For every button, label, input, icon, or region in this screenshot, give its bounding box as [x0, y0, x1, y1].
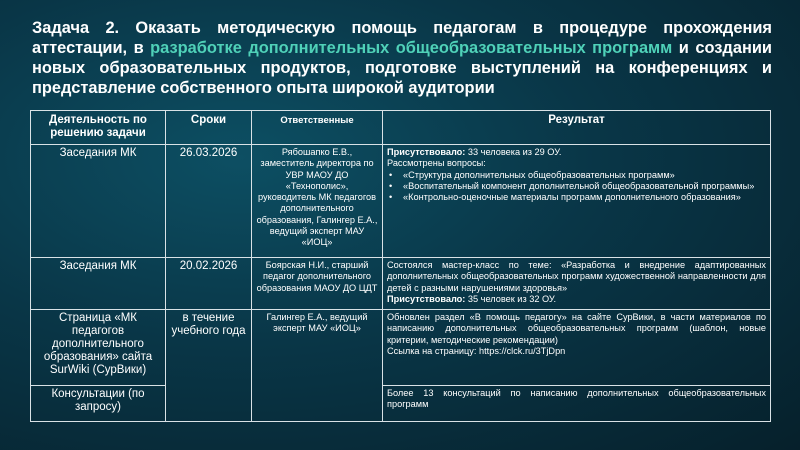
- row-1-present-label: Присутствовало:: [387, 147, 466, 157]
- row-2-attendance: [387, 294, 766, 305]
- header-result: Результат: [383, 111, 771, 145]
- row-1-present-text: 33 человека из 29 ОУ.: [465, 147, 562, 157]
- row-3-date: в течение учебного года: [166, 310, 252, 422]
- list-item: • «Структура дополнительных общеобразовательных программ»: [403, 170, 766, 181]
- table-header-row: [31, 111, 771, 145]
- row-3-responsible: Галингер Е.А., ведущий эксперт МАУ «ИОЦ»: [252, 310, 383, 422]
- header-activity: Деятельность по решению задачи: [31, 111, 166, 145]
- row-1-reviewed: Рассмотрены вопросы:: [387, 158, 486, 169]
- row-3-text: Обновлен раздел «В помощь педагогу» на сайте СурВики, в части материалов по написанию дополнительных общеобразовательных программ (шаблон, новые критерии, методические рекомендации): [387, 312, 766, 345]
- row-1-question-list: [387, 170, 766, 204]
- results-table: [30, 110, 771, 422]
- row-3-activity: Страница «МК педагогов дополнительного образования» сайта SurWiki (СурВики): [31, 310, 166, 386]
- list-item: • «Воспитательный компонент дополнительной общеобразовательной программы»: [403, 181, 766, 192]
- table-row: [31, 386, 771, 422]
- row-4-activity: Консультации (по запросу): [31, 386, 166, 422]
- row-3-link[interactable]: Ссылка на страницу: https://clck.ru/3TjDpn: [387, 345, 566, 356]
- row-4-result: Более 13 консультаций по написанию дополнительных общеобразовательных программ: [383, 386, 771, 422]
- row-2-text: Состоялся мастер-класс по теме: «Разработка и внедрение адаптированных дополнительных общеобразовательных программ художественной направленности для детей с разными нарушениями здоровья»: [387, 260, 766, 293]
- row-3-result: [383, 310, 771, 386]
- row-1-date: 26.03.2026: [166, 145, 252, 258]
- row-2-present-label: Присутствовало:: [387, 293, 466, 304]
- row-2-present-text: 35 человек из 32 ОУ.: [465, 293, 557, 304]
- table-row: [31, 258, 771, 310]
- row-2-date: 20.02.2026: [166, 258, 252, 310]
- header-responsible: Ответственные: [252, 111, 383, 145]
- list-item: • «Контрольно-оценочные материалы программ дополнительного образования»: [403, 192, 766, 203]
- heading-highlight: разработке дополнительных общеобразовательных программ: [150, 39, 673, 57]
- row-2-result: [383, 258, 771, 310]
- row-1-responsible: Рябошапко Е.В., заместитель директора по УВР МАОУ ДО «Технополис», руководитель МК педагогов дополнительного образования, Галингер Е.А., ведущий эксперт МАУ «ИОЦ»: [252, 145, 383, 258]
- row-2-responsible: Боярская Н.И., старший педагог дополнительного образования МАОУ ДО ЦДТ: [252, 258, 383, 310]
- heading-part-2: и создании новых образовательных продуктов, подготовке выступлений на конференциях и представление собственного опыта широкой аудитории: [32, 39, 772, 97]
- table-row: [31, 145, 771, 258]
- table-row: [31, 310, 771, 386]
- row-1-attendance: [387, 147, 766, 158]
- row-2-activity: Заседания МК: [31, 258, 166, 310]
- slide-heading: [32, 18, 772, 98]
- row-1-result: [383, 145, 771, 258]
- heading-part-1: Задача 2. Оказать методическую помощь педагогам в процедуре прохождения аттестации, в: [32, 19, 772, 57]
- header-dates: Сроки: [166, 111, 252, 145]
- row-1-activity: Заседания МК: [31, 145, 166, 258]
